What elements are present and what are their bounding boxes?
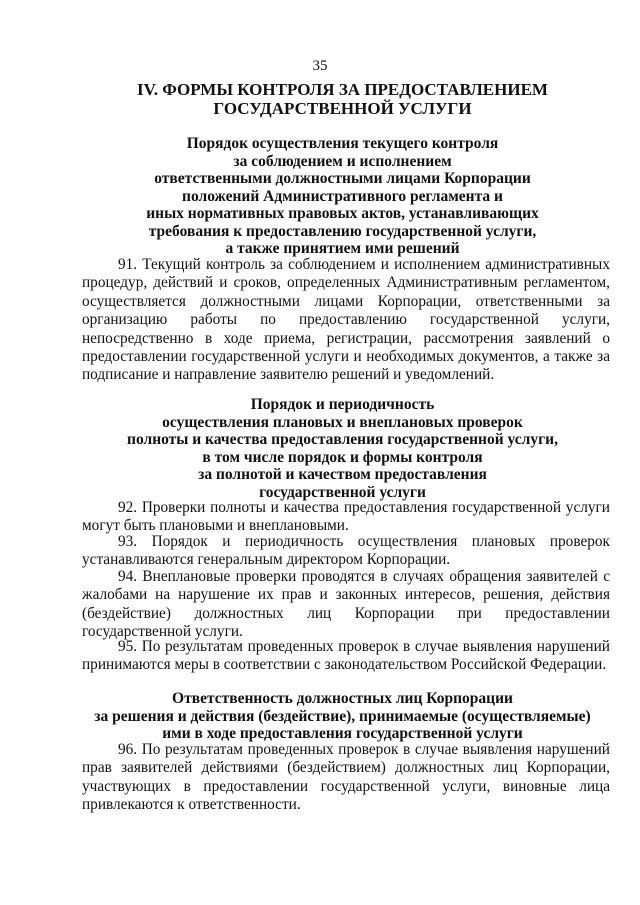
paragraph-94: 94. Внеплановые проверки проводятся в случаях обращения заявителей с жалобами на нарушение их прав и законных интересов, решения, действия (бездействие) должностных лиц Корпорации при предоставлении государственной услуги.: [82, 568, 610, 641]
heading-line: иных нормативных правовых актов, устанавливающих: [146, 205, 539, 222]
section-heading-inspections: [60, 396, 625, 501]
page-number: 35: [312, 58, 328, 74]
heading-line: в том числе порядок и формы контроля: [202, 448, 483, 466]
chapter-title: [60, 80, 625, 118]
heading-line: ими в ходе предоставления государственной услуги: [162, 725, 523, 742]
section-heading-current-control: [60, 135, 625, 258]
heading-line: Порядок осуществления текущего контроля: [186, 135, 499, 152]
heading-line: полноты и качества предоставления государственной услуги,: [127, 431, 558, 448]
heading-line: за полнотой и качеством предоставления: [198, 466, 487, 483]
paragraph-95: 95. По результатам проведенных проверок в случае выявления нарушений принимаются меры в соответствии с законодательством Российской Федерации.: [82, 638, 610, 674]
heading-line: государственной услуги: [259, 483, 426, 501]
chapter-title-line: ГОСУДАРСТВЕННОЙ УСЛУГИ: [213, 99, 472, 118]
heading-line: за решения и действия (бездействие), принимаемые (осуществляемые): [94, 707, 591, 725]
paragraph-91: 91. Текущий контроль за соблюдением и исполнением административных процедур, действий и сроков, определенных Административным регламентом, осуществляется должностными лицами Корпорации, ответственными за организацию работы по предоставлению государственной услуги, непосредственно в ходе приема, регистрации, рассмотрения заявлений о предоставлении государственной услуги и необходимых документов, а также за подписание и направление заявителю решений и уведомлений.: [82, 256, 610, 384]
paragraph-92: 92. Проверки полноты и качества предоставления государственной услуги могут быть плановыми и внеплановыми.: [82, 499, 610, 535]
heading-line: ответственными должностными лицами Корпорации: [154, 170, 531, 187]
section-heading-responsibility: [60, 690, 625, 743]
heading-line: Ответственность должностных лиц Корпорации: [172, 690, 513, 707]
chapter-title-line: IV. ФОРМЫ КОНТРОЛЯ ЗА ПРЕДОСТАВЛЕНИЕМ: [137, 80, 548, 99]
heading-line: а также принятием ими решений: [225, 240, 460, 257]
paragraph-96: 96. По результатам проведенных проверок в случае выявления нарушений прав заявителей действиями (бездействием) должностных лиц Корпорации, участвующих в предоставлении государственной услуги, виновные лица привлекаются к ответственности.: [82, 741, 610, 814]
heading-line: осуществления плановых и внеплановых проверок: [162, 413, 523, 431]
paragraph-93: 93. Порядок и периодичность осуществления плановых проверок устанавливаются генеральным директором Корпорации.: [82, 533, 610, 569]
heading-line: требования к предоставлению государственной услуги,: [148, 222, 537, 240]
heading-line: за соблюдением и исполнением: [233, 152, 452, 170]
heading-line: Порядок и периодичность: [250, 396, 435, 413]
heading-line: положений Административного регламента и: [182, 187, 503, 205]
